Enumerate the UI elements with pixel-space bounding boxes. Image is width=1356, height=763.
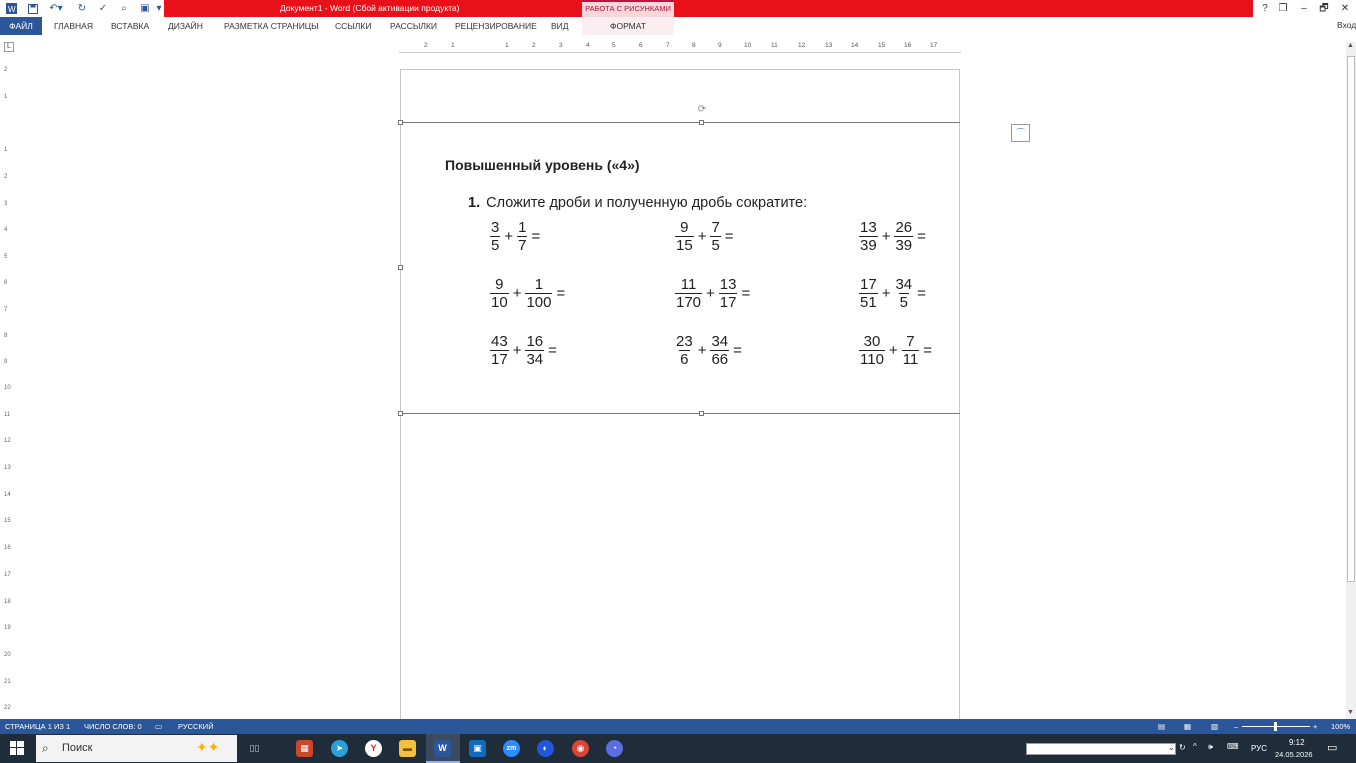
denominator: 5 bbox=[491, 237, 500, 254]
resize-handle-bottom[interactable] bbox=[699, 411, 704, 416]
tray-expand-icon[interactable]: ^ bbox=[1193, 742, 1197, 751]
tab-layout[interactable]: РАЗМЕТКА СТРАНИЦЫ bbox=[224, 21, 319, 31]
plus-sign: + bbox=[512, 285, 522, 302]
ruler-mark: 1 bbox=[505, 42, 509, 49]
plus-sign: + bbox=[504, 228, 514, 245]
save-icon[interactable] bbox=[25, 1, 41, 16]
numerator: 34 bbox=[895, 276, 913, 293]
ruler-mark: 1 bbox=[451, 42, 455, 49]
denominator: 100 bbox=[526, 294, 552, 311]
print-layout-icon[interactable]: ▦ bbox=[1184, 722, 1192, 731]
ruler-mark: 14 bbox=[851, 42, 859, 49]
store-icon[interactable]: ▣ bbox=[469, 740, 486, 757]
picture-frame-top bbox=[400, 122, 960, 123]
messenger-icon[interactable]: ◔ bbox=[606, 740, 623, 757]
web-layout-icon[interactable]: ▧ bbox=[1211, 722, 1219, 731]
spelling-icon[interactable]: ✓ bbox=[98, 3, 108, 14]
search-highlight-icon: ✦✦ bbox=[196, 739, 220, 755]
numerator: 17 bbox=[860, 276, 877, 293]
fraction bbox=[859, 219, 878, 254]
numerator: 7 bbox=[906, 333, 915, 350]
picture-tools-context: РАБОТА С РИСУНКАМИ bbox=[582, 0, 674, 17]
numerator: 1 bbox=[518, 219, 527, 236]
denominator: 17 bbox=[491, 351, 508, 368]
fraction bbox=[517, 219, 527, 254]
layout-options-icon[interactable]: ⌒ bbox=[1011, 124, 1030, 142]
tab-references[interactable]: ССЫЛКИ bbox=[335, 21, 372, 31]
fraction-expression bbox=[858, 333, 935, 368]
numerator: 9 bbox=[680, 219, 689, 236]
clock-date[interactable]: 24.05.2026 bbox=[1275, 750, 1313, 759]
tab-view[interactable]: ВИД bbox=[551, 21, 569, 31]
tab-insert[interactable]: ВСТАВКА bbox=[111, 21, 150, 31]
ruler-mark: 21 bbox=[4, 679, 11, 685]
denominator: 5 bbox=[711, 237, 720, 254]
rotate-handle-icon[interactable]: ⟳ bbox=[697, 104, 707, 115]
denominator: 10 bbox=[491, 294, 508, 311]
ruler-mark: 9 bbox=[718, 42, 722, 49]
plus-sign: + bbox=[697, 228, 707, 245]
fraction-expression bbox=[489, 333, 560, 368]
scroll-down-icon[interactable]: ▼ bbox=[1347, 709, 1354, 716]
numerator: 26 bbox=[895, 219, 913, 236]
sign-in-link[interactable]: Вход bbox=[1337, 20, 1356, 30]
numerator: 7 bbox=[711, 219, 720, 236]
equals-sign: = bbox=[531, 228, 541, 245]
input-language[interactable]: РУС bbox=[1251, 744, 1268, 753]
denominator: 6 bbox=[680, 351, 689, 368]
ruler-mark: 5 bbox=[4, 254, 8, 260]
tab-format[interactable]: ФОРМАТ bbox=[582, 17, 674, 35]
ruler-mark: 10 bbox=[4, 385, 11, 391]
fraction bbox=[490, 276, 509, 311]
restore-button[interactable]: 🗗 bbox=[1319, 3, 1329, 14]
ruler-mark: 17 bbox=[4, 572, 11, 578]
denominator: 15 bbox=[676, 237, 693, 254]
window-title: Документ1 - Word (Сбой активации продукта) bbox=[280, 3, 460, 13]
fraction bbox=[859, 333, 885, 368]
fraction-expression bbox=[858, 219, 929, 254]
denominator: 170 bbox=[676, 294, 702, 311]
ruler-mark: 13 bbox=[4, 465, 11, 471]
denominator: 7 bbox=[518, 237, 527, 254]
fraction bbox=[719, 276, 738, 311]
read-mode-icon[interactable]: ▤ bbox=[1158, 722, 1166, 731]
zoom-out-icon[interactable]: – bbox=[1234, 722, 1239, 731]
search-placeholder: Поиск bbox=[62, 742, 93, 754]
search-icon: ⌕ bbox=[42, 741, 49, 755]
scrollbar-thumb[interactable] bbox=[1347, 56, 1355, 582]
equals-sign: = bbox=[923, 342, 933, 359]
denominator: 17 bbox=[719, 294, 737, 311]
numerator: 1 bbox=[534, 276, 544, 293]
resize-handle-left[interactable] bbox=[398, 265, 403, 270]
word-app-icon[interactable] bbox=[3, 1, 19, 16]
denominator: 11 bbox=[902, 351, 919, 368]
ruler-mark: 8 bbox=[4, 333, 8, 339]
numerator: 43 bbox=[491, 333, 508, 350]
ruler-mark: 11 bbox=[4, 412, 11, 418]
numerator: 3 bbox=[491, 219, 500, 236]
ruler-mark: 14 bbox=[4, 492, 11, 498]
fraction bbox=[490, 333, 509, 368]
proofing-icon[interactable]: ▭ bbox=[155, 722, 163, 731]
equals-sign: = bbox=[917, 285, 926, 302]
clock-time[interactable]: 9:12 bbox=[1289, 738, 1305, 747]
fraction bbox=[675, 333, 694, 368]
fraction bbox=[894, 219, 913, 254]
task-number: 1. bbox=[468, 195, 481, 211]
close-button[interactable]: ✕ bbox=[1340, 3, 1350, 14]
notifications-icon[interactable]: ▭ bbox=[1327, 742, 1338, 754]
ribbon-tabs bbox=[0, 17, 1356, 35]
ruler-mark: 2 bbox=[4, 67, 8, 73]
touch-mode-icon[interactable]: ▣ bbox=[140, 3, 150, 14]
numerator: 13 bbox=[860, 219, 877, 236]
zoom-slider-thumb[interactable] bbox=[1274, 722, 1277, 731]
fraction bbox=[675, 276, 702, 311]
ruler-mark: 7 bbox=[666, 42, 670, 49]
language-indicator[interactable]: РУССКИЙ bbox=[178, 722, 214, 731]
resize-handle-bottom-left[interactable] bbox=[398, 411, 403, 416]
task-text: Сложите дроби и полученную дробь сократите: bbox=[486, 195, 808, 211]
app-icon[interactable]: ◐ bbox=[537, 740, 554, 757]
numerator: 9 bbox=[495, 276, 504, 293]
tab-mailings[interactable]: РАССЫЛКИ bbox=[390, 21, 438, 31]
numerator: 11 bbox=[680, 276, 697, 293]
status-bar bbox=[0, 719, 1356, 734]
denominator: 51 bbox=[860, 294, 877, 311]
fraction bbox=[710, 219, 720, 254]
equals-sign: = bbox=[741, 285, 751, 302]
task-view-icon[interactable]: ▯▯ bbox=[249, 743, 260, 753]
print-preview-icon[interactable]: ⌕ bbox=[121, 3, 127, 14]
fraction bbox=[525, 276, 552, 311]
picture-frame-bottom bbox=[400, 413, 960, 414]
denominator: 66 bbox=[711, 351, 729, 368]
ruler-mark: 17 bbox=[930, 42, 938, 49]
redo-icon[interactable]: ↻ bbox=[77, 3, 87, 14]
word-icon[interactable]: W bbox=[434, 740, 451, 757]
svg-text:W: W bbox=[7, 5, 16, 14]
ruler-mark: 11 bbox=[771, 42, 778, 49]
ruler-mark: 5 bbox=[612, 42, 616, 49]
ruler-mark: 22 bbox=[4, 705, 11, 711]
fraction bbox=[490, 219, 500, 254]
ruler-mark: 1 bbox=[4, 147, 8, 153]
numerator: 23 bbox=[676, 333, 693, 350]
ruler-mark: 19 bbox=[4, 625, 11, 631]
ruler-mark: 13 bbox=[825, 42, 833, 49]
ruler-mark: 18 bbox=[4, 599, 11, 605]
ruler-mark: 8 bbox=[692, 42, 696, 49]
denominator: 39 bbox=[860, 237, 877, 254]
ruler-mark: 12 bbox=[798, 42, 806, 49]
ruler-mark: 2 bbox=[532, 42, 536, 49]
numerator: 13 bbox=[719, 276, 737, 293]
ruler-mark: 6 bbox=[4, 280, 8, 286]
plus-sign: + bbox=[697, 342, 707, 359]
fraction-expression bbox=[674, 219, 737, 254]
fraction-expression bbox=[489, 219, 543, 254]
winrar-icon[interactable]: ▦ bbox=[296, 740, 313, 757]
ruler-mark: 20 bbox=[4, 652, 11, 658]
equals-sign: = bbox=[548, 342, 557, 359]
windows-start-icon[interactable] bbox=[10, 741, 24, 755]
ruler-mark: 6 bbox=[639, 42, 643, 49]
plus-sign: + bbox=[512, 342, 522, 359]
tab-design[interactable]: ДИЗАЙН bbox=[168, 21, 203, 31]
fraction-expression bbox=[858, 276, 929, 311]
ruler-mark: 3 bbox=[559, 42, 563, 49]
plus-sign: + bbox=[706, 285, 715, 302]
resize-handle-top-left[interactable] bbox=[398, 120, 403, 125]
resize-handle-top[interactable] bbox=[699, 120, 704, 125]
ruler-mark: 4 bbox=[4, 227, 8, 233]
fraction bbox=[902, 333, 920, 368]
ruler-mark: 4 bbox=[586, 42, 590, 49]
minimize-button[interactable]: – bbox=[1301, 3, 1307, 14]
scroll-up-icon[interactable]: ▲ bbox=[1347, 42, 1354, 49]
ruler-mark: 10 bbox=[744, 42, 752, 49]
zoom-level[interactable]: 100% bbox=[1331, 722, 1351, 731]
fraction bbox=[675, 219, 694, 254]
equals-sign: = bbox=[733, 342, 742, 359]
denominator: 5 bbox=[899, 294, 908, 311]
file-explorer-icon[interactable]: ▬ bbox=[399, 740, 416, 757]
taskbar-search[interactable] bbox=[36, 735, 237, 762]
fraction bbox=[859, 276, 878, 311]
fraction-expression bbox=[674, 276, 753, 311]
ruler-mark: 2 bbox=[4, 174, 8, 180]
ruler-mark: 9 bbox=[4, 359, 8, 365]
fraction bbox=[525, 333, 544, 368]
tray-address-input[interactable] bbox=[1026, 743, 1176, 755]
fraction bbox=[710, 333, 729, 368]
ruler-mark: 15 bbox=[4, 518, 11, 524]
customize-qat-icon[interactable]: ▾ bbox=[156, 3, 162, 14]
ruler-mark: 16 bbox=[904, 42, 912, 49]
ruler-mark: 12 bbox=[4, 438, 11, 444]
denominator: 110 bbox=[860, 351, 884, 368]
equals-sign: = bbox=[917, 228, 926, 245]
ribbon-display-button[interactable]: ❐ bbox=[1278, 3, 1288, 14]
zoom-in-icon[interactable]: + bbox=[1313, 722, 1318, 731]
refresh-icon[interactable]: ↻ bbox=[1179, 743, 1186, 752]
tab-file[interactable]: ФАЙЛ bbox=[0, 17, 42, 35]
undo-icon[interactable]: ↶▾ bbox=[49, 3, 63, 14]
equals-sign: = bbox=[556, 285, 566, 302]
ruler-mark: 3 bbox=[4, 201, 8, 207]
telegram-icon[interactable]: ➤ bbox=[331, 740, 348, 757]
horizontal-ruler[interactable] bbox=[399, 42, 961, 53]
ruler-mark: 15 bbox=[878, 42, 886, 49]
numerator: 30 bbox=[863, 333, 881, 350]
ruler-mark: 1 bbox=[4, 94, 8, 100]
ruler-mark: 7 bbox=[4, 307, 8, 313]
chevron-down-icon[interactable]: ⌄ bbox=[1168, 743, 1175, 752]
fraction-expression bbox=[674, 333, 745, 368]
chrome-icon[interactable]: ◉ bbox=[572, 740, 589, 757]
plus-sign: + bbox=[888, 342, 898, 359]
page-count[interactable]: СТРАНИЦА 1 ИЗ 1 bbox=[5, 722, 71, 731]
vertical-ruler[interactable] bbox=[4, 62, 14, 717]
fraction-expression bbox=[489, 276, 568, 311]
word-count[interactable]: ЧИСЛО СЛОВ: 0 bbox=[84, 722, 142, 731]
help-button[interactable]: ? bbox=[1262, 3, 1268, 14]
tab-review[interactable]: РЕЦЕНЗИРОВАНИЕ bbox=[455, 21, 537, 31]
denominator: 34 bbox=[526, 351, 544, 368]
task-line bbox=[468, 195, 807, 211]
tab-home[interactable]: ГЛАВНАЯ bbox=[54, 21, 93, 31]
ruler-mark: 2 bbox=[424, 42, 428, 49]
picture-heading: Повышенный уровень («4») bbox=[445, 157, 640, 173]
ruler-mark: 16 bbox=[4, 545, 11, 551]
keyboard-icon[interactable]: ⌨ bbox=[1227, 742, 1239, 751]
yandex-browser-icon[interactable]: Y bbox=[365, 740, 382, 757]
denominator: 39 bbox=[895, 237, 913, 254]
zoom-app-icon[interactable]: zm bbox=[503, 740, 520, 757]
equals-sign: = bbox=[724, 228, 734, 245]
plus-sign: + bbox=[881, 228, 891, 245]
fraction bbox=[894, 276, 913, 311]
plus-sign: + bbox=[881, 285, 891, 302]
numerator: 34 bbox=[711, 333, 729, 350]
volume-icon[interactable]: 🕪 bbox=[1208, 742, 1214, 751]
tab-selector[interactable]: L bbox=[4, 42, 14, 52]
numerator: 16 bbox=[526, 333, 544, 350]
